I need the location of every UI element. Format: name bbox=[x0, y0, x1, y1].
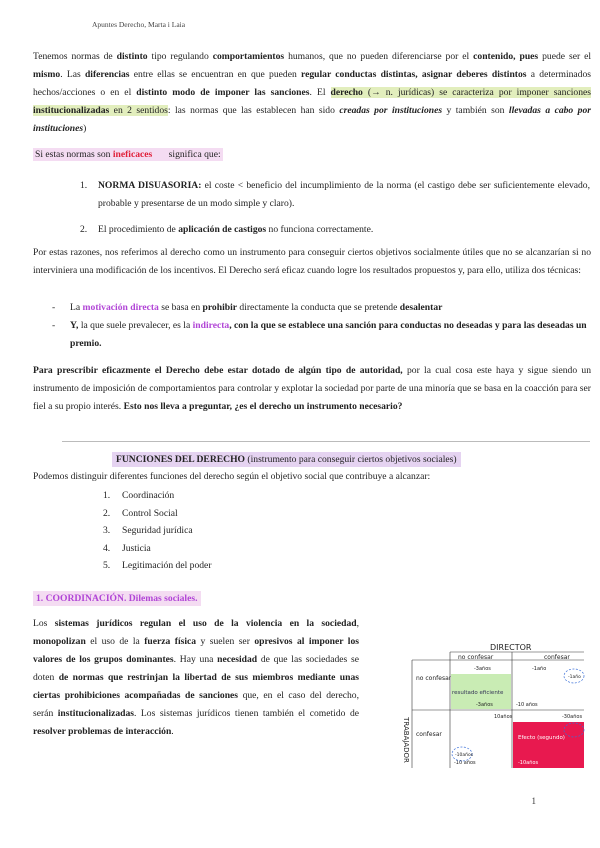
coordination-paragraph: Los sistemas jurídicos regulan el uso de la violencia en la sociedad, monopolizan el uso de la fuerza física y suelen ser opresivos al imponer los valores de los grupos dominantes. Hay una necesidad de que las sociedades se doten de normas que restrinjan la libertad de sus miembros mediante unas ciertas prohibiciones acompañadas de sanciones que, en el caso del derecho, serán institucionalizadas. Los sistemas jurídicos tienen también el cometido de resolver problemas de interacción. bbox=[33, 618, 360, 737]
page-header: Apuntes Derecho, Marta i Laia bbox=[92, 20, 186, 29]
intro-paragraph: Tenemos normas de distinto tipo regulando comportamientos humanos, que no pueden diferenciarse por el contenido, pues puede ser el mismo. Las diferencias entre ellas se encuentran en que pueden regular conductas distintas, asignar deberes distintos a determinados hechos/acciones o en el distinto modo de imponer las sanciones. El derecho (→ n. jurídicas) se caracteriza por imponer sanciones institucionalizadas en 2 sentidos: las normas que las establecen han sido creadas por instituciones y también son llevadas a cabo por instituciones) bbox=[33, 51, 592, 134]
list-item: 5. Legitimación del poder bbox=[103, 560, 212, 572]
diagram-row2: confesar bbox=[416, 731, 442, 738]
cell-label: resultado eficiente bbox=[452, 690, 504, 696]
annotation-value: -10años bbox=[455, 753, 474, 758]
list-item: 2. El procedimiento de aplicación de castigos no funciona correctamente. bbox=[80, 224, 374, 235]
prisoners-dilemma-diagram bbox=[394, 636, 590, 772]
page-number: 1 bbox=[531, 796, 536, 806]
list-item: 4. Justicia bbox=[103, 542, 151, 554]
section-heading: 1. COORDINACIÓN. Dilemas sociales. bbox=[33, 591, 201, 606]
list-item: 1. NORMA DISUASORIA: el coste < beneficio del incumplimiento de la norma (el castigo debe ser suficientemente elevado, probable y presentarse de un modo simple y claro). bbox=[80, 180, 590, 209]
cell-label: Efecto (segundo) bbox=[518, 735, 565, 741]
cell-value: -3años bbox=[476, 702, 493, 708]
ineficaces-line: Si estas normas son ineficaces significa que: bbox=[35, 149, 221, 160]
cell-value: -10 años bbox=[454, 760, 476, 766]
funciones-list bbox=[103, 487, 212, 575]
list-item: - Y, la que suele prevalecer, es la indirecta, con la que se establece una sanción para conductas no deseadas y para las deseadas un premio. bbox=[52, 320, 587, 349]
cell-value: 10años bbox=[494, 714, 513, 720]
diagram-side-label: TRABAJADOR bbox=[402, 717, 410, 763]
diagram-col2: confesar bbox=[544, 654, 570, 661]
section-title: FUNCIONES DEL DERECHO (instrumento para conseguir ciertos objetivos sociales) bbox=[112, 452, 461, 467]
cell-value: -3años bbox=[474, 666, 491, 672]
funciones-intro: Podemos distinguir diferentes funciones del derecho según el objetivo social que contribuye a alcanzar: bbox=[33, 471, 431, 482]
list-item: - La motivación directa se basa en prohibir directamente la conducta que se pretende desalentar bbox=[52, 302, 443, 313]
authority-paragraph: Para prescribir eficazmente el Derecho debe estar dotado de algún tipo de autoridad, por la cual cosa este haya y sigue siendo un instrumento de imposición de comportamientos para controlar y explotar la sociedad por parte de una minoría que se basa en la coacción para ser fiel a su propio interés. Esto nos lleva a preguntar, ¿es el derecho un instrumento necesario? bbox=[33, 365, 592, 412]
cell-value: -10años bbox=[518, 760, 539, 766]
cell-value: -1año bbox=[532, 666, 547, 672]
techniques-paragraph: Por estas razones, nos referimos al derecho como un instrumento para conseguir ciertos objetivos socialmente útiles que no se alcanzarían si no interviniera una modificación de los incentivos. El Derecho será eficaz cuando logre los resultados propuestos y, para ello, utiliza dos técnicas: bbox=[33, 247, 591, 276]
cell-value: -30años bbox=[562, 714, 583, 720]
list-item: 2. Control Social bbox=[103, 507, 178, 519]
cell-value: -10 años bbox=[516, 702, 538, 708]
list-item: 1. Coordinación bbox=[103, 490, 175, 501]
list-item: 3. Seguridad jurídica bbox=[103, 525, 193, 537]
diagram-top-label: DIRECTOR bbox=[490, 643, 532, 652]
diagram-col1: no confesar bbox=[458, 654, 494, 661]
divider bbox=[62, 441, 590, 442]
diagram-row1: no confesar bbox=[416, 675, 452, 682]
annotation-value: -1año bbox=[568, 675, 581, 680]
